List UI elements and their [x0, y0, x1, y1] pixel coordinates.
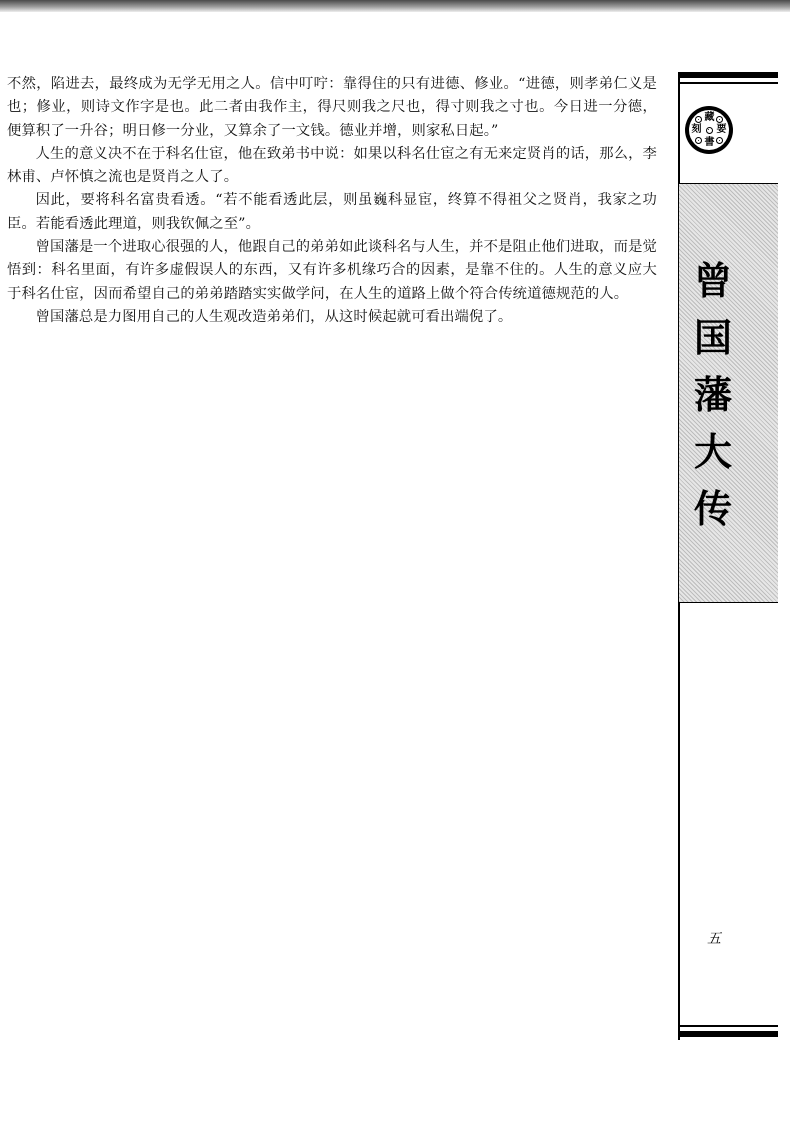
book-title-char: 传 [693, 486, 732, 531]
seal-char: 要 [716, 124, 727, 135]
book-title-char: 大 [693, 429, 732, 474]
book-title-char: 藩 [693, 372, 732, 417]
rule-top-thin [678, 82, 778, 84]
paragraph: 不然，陷进去，最终成为无学无用之人。信中叮咛：靠得住的只有进德、修业。“进德，则孝弟仁义是也；修业，则诗文作字是也。此二者由我作主，得尺则我之尺也，得寸则我之寸也。今日进一分德，便算积了一升谷；明日修一分业，又算余了一文钱。德业并增，则家私日起。” [7, 76, 657, 139]
paragraph: 曾国藩总是力图用自己的人生观改造弟弟们，从这时候起就可看出端倪了。 [35, 308, 513, 325]
page-number: 五 [707, 931, 721, 947]
seal-char: 刻 [691, 124, 702, 135]
rule-top-thick [678, 72, 778, 78]
paragraph: 人生的意义决不在于科名仕宦，他在致弟书中说：如果以科名仕宦之有无来定贤肖的话，那么，李林甫、卢怀慎之流也是贤肖之人了。 [7, 145, 657, 186]
seal-char: 書 [704, 137, 715, 148]
seal-corner-dot [716, 116, 723, 123]
seal-corner-dot [716, 137, 723, 144]
book-title-vertical [680, 252, 746, 537]
seal-corner-dot [695, 116, 702, 123]
rule-bottom-thin [678, 1025, 778, 1027]
top-edge-shadow [0, 0, 790, 12]
seal-center-dot [706, 127, 713, 134]
body-text [7, 73, 657, 329]
paragraph: 曾国藩是一个进取心很强的人，他跟自己的弟弟如此谈科名与人生，并不是阻止他们进取，而是觉悟到：科名里面，有许多虚假误人的东西，又有许多机缘巧合的因素，是靠不住的。人生的意义应大于科名仕宦，因而希望自己的弟弟踏踏实实做学问，在人生的道路上做个符合传统道德规范的人。 [7, 239, 657, 302]
seal-emblem [685, 106, 733, 154]
seal-char: 藏 [704, 112, 715, 123]
seal-corner-dot [695, 137, 702, 144]
book-title-char: 国 [693, 315, 732, 360]
paragraph: 因此，要将科名富贵看透。“若不能看透此层，则虽巍科显宦，终算不得祖父之贤肖，我家之功臣。若能看透此理道，则我钦佩之至”。 [7, 192, 657, 232]
rule-bottom-thick [678, 1031, 778, 1037]
book-title-char: 曾 [693, 258, 732, 303]
